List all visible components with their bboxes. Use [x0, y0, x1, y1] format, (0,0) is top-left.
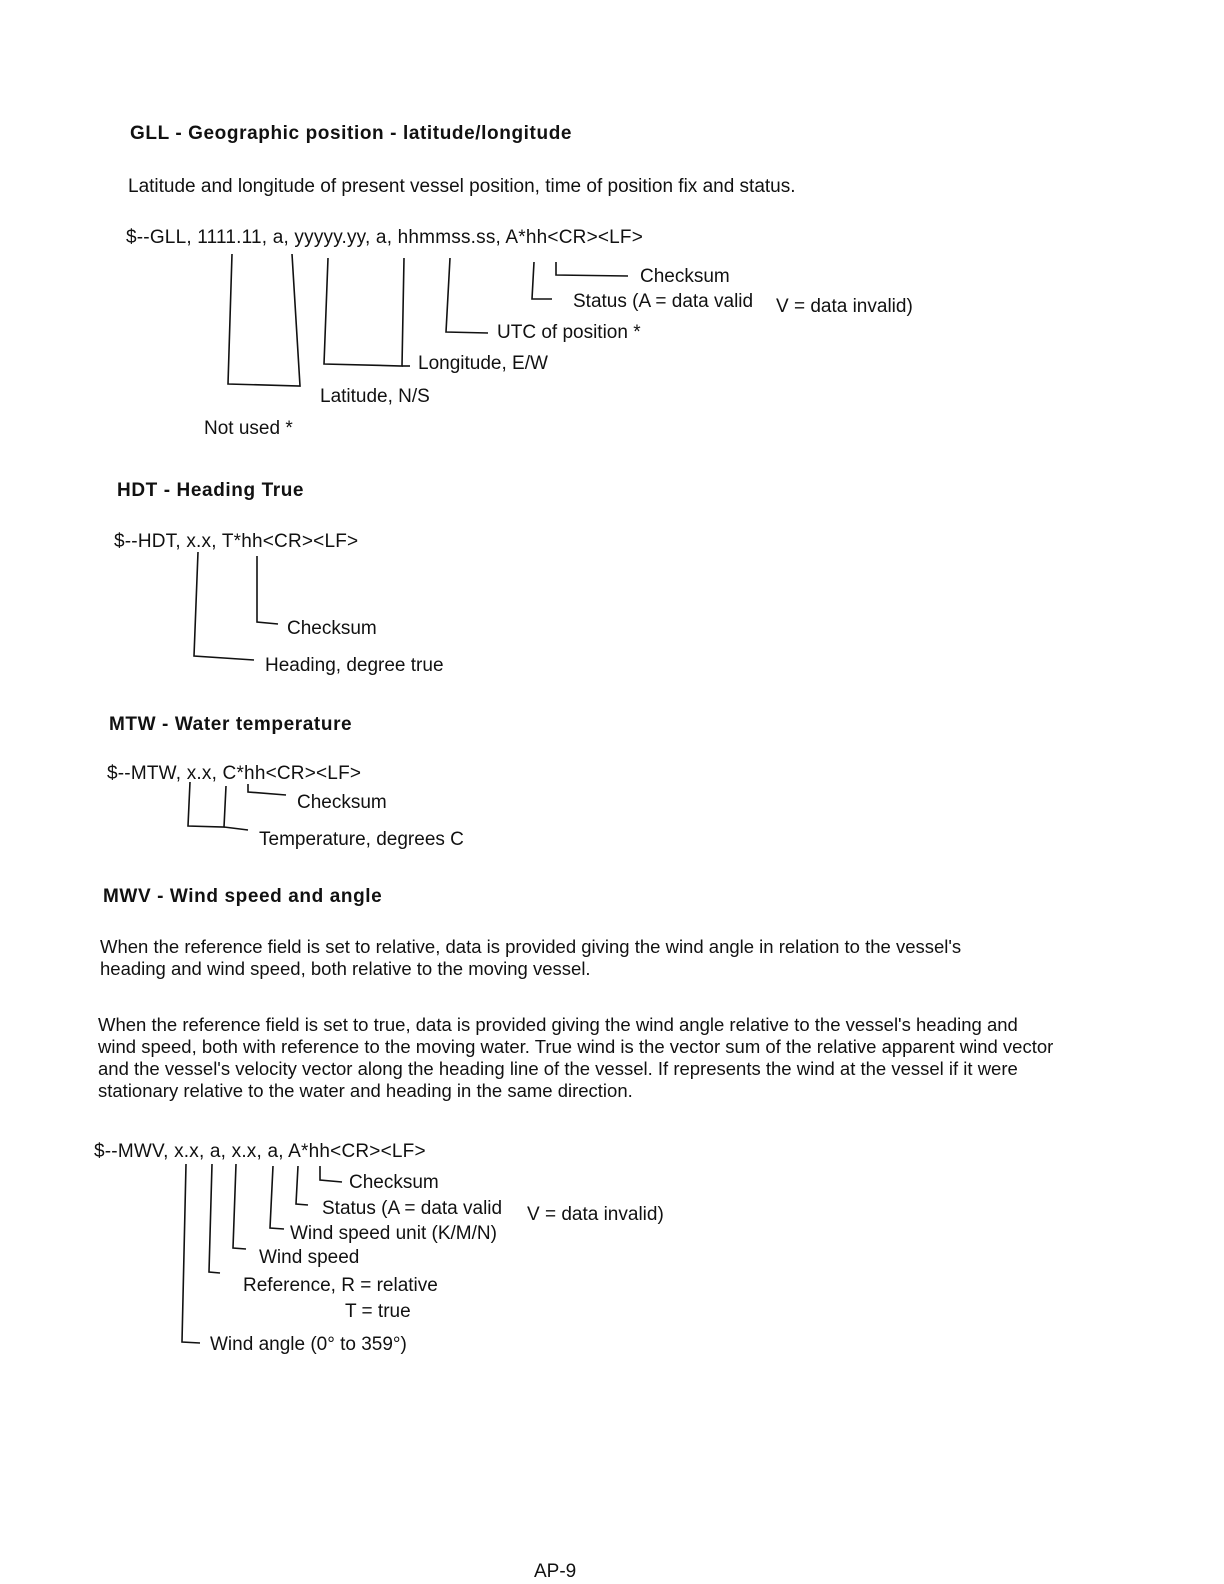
mwv-angle-leader — [182, 1164, 200, 1343]
gll-not-used-bracket — [228, 254, 300, 386]
hdt-checksum-label: Checksum — [287, 618, 377, 639]
mtw-checksum-label: Checksum — [297, 792, 387, 813]
gll-status-label: Status (A = data valid — [573, 291, 754, 312]
hdt-heading-leader — [194, 552, 254, 660]
gll-checksum-label: Checksum — [640, 266, 730, 287]
gll-checksum-leader — [556, 262, 628, 276]
mwv-heading: MWV - Wind speed and angle — [103, 886, 383, 907]
hdt-checksum-leader — [257, 556, 278, 624]
gll-status-leader — [532, 262, 552, 299]
mwv-angle-label: Wind angle (0° to 359°) — [210, 1334, 407, 1355]
mwv-paragraph-true: When the reference field is set to true, data is provided giving the wind angle relative to the vessel's heading and wind speed, both with reference to the moving water. True wind is the vector sum of the relative apparent wind vector and the vessel's velocity vector along the heading line of the vessel. If represents the wind at the vessel if it were stationary relative to the water and heading in the same direction. — [98, 1014, 1054, 1101]
gll-longitude-bracket — [324, 258, 404, 366]
gll-sentence: $--GLL, 1111.11, a, yyyyy.yy, a, hhmmss.ss, A*hh<CR><LF> — [126, 227, 644, 248]
gll-status-invalid-label: V = data invalid) — [776, 296, 913, 317]
mtw-sentence: $--MTW, x.x, C*hh<CR><LF> — [107, 763, 362, 784]
mwv-speed-unit-leader — [270, 1166, 284, 1229]
gll-description: Latitude and longitude of present vessel position, time of position fix and status. — [128, 176, 796, 197]
mwv-reference-true-label: T = true — [345, 1301, 411, 1322]
gll-longitude-label: Longitude, E/W — [418, 353, 548, 374]
hdt-sentence: $--HDT, x.x, T*hh<CR><LF> — [114, 531, 359, 552]
hdt-heading: HDT - Heading True — [117, 480, 305, 501]
hdt-heading-label: Heading, degree true — [265, 655, 444, 676]
gll-heading: GLL - Geographic position - latitude/longitude — [130, 123, 573, 144]
gll-utc-leader — [446, 258, 488, 333]
gll-not-used-label: Not used * — [204, 418, 293, 439]
mwv-speed-label: Wind speed — [259, 1247, 360, 1268]
mwv-checksum-label: Checksum — [349, 1172, 439, 1193]
mwv-sentence: $--MWV, x.x, a, x.x, a, A*hh<CR><LF> — [94, 1141, 426, 1162]
mwv-reference-label: Reference, R = relative — [243, 1275, 438, 1296]
mtw-temperature-label: Temperature, degrees C — [259, 829, 464, 850]
mwv-status-leader — [296, 1166, 308, 1205]
mwv-speed-leader — [233, 1164, 246, 1249]
mtw-heading: MTW - Water temperature — [109, 714, 353, 735]
mwv-status-label: Status (A = data valid — [322, 1198, 503, 1219]
page-number: AP-9 — [534, 1561, 577, 1582]
mwv-speed-unit-label: Wind speed unit (K/M/N) — [290, 1223, 497, 1244]
mtw-temperature-bracket — [188, 782, 226, 827]
mtw-checksum-leader — [248, 784, 286, 795]
mtw-temperature-leader — [224, 827, 248, 830]
mwv-checksum-leader — [320, 1166, 342, 1182]
gll-utc-label: UTC of position * — [497, 322, 641, 343]
mwv-reference-leader — [209, 1164, 220, 1273]
mwv-status-invalid-label: V = data invalid) — [527, 1204, 664, 1225]
gll-latitude-label: Latitude, N/S — [320, 386, 430, 407]
mwv-paragraph-relative: When the reference field is set to relative, data is provided giving the wind angle in relation to the vessel's heading and wind speed, both relative to the moving vessel. — [100, 936, 962, 979]
